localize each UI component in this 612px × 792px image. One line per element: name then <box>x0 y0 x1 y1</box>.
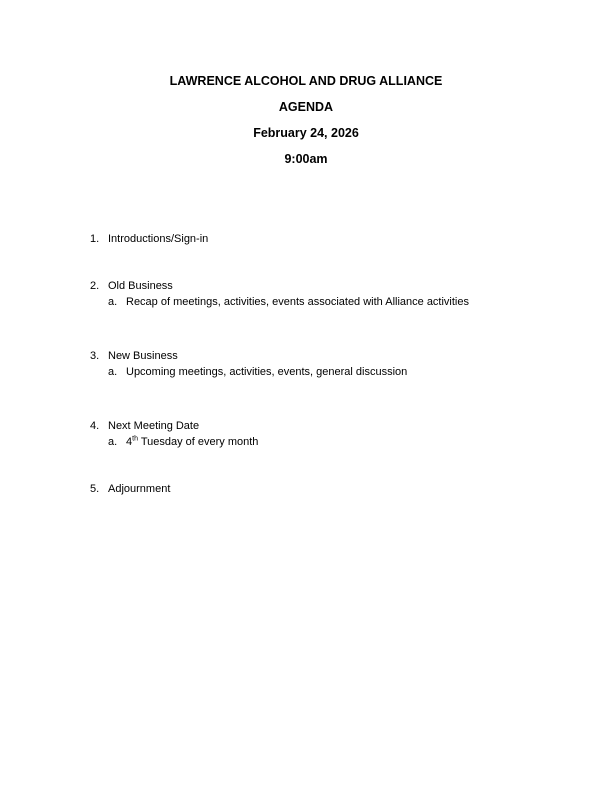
agenda-sub-item-text: Recap of meetings, activities, events associated with Alliance activities <box>126 295 469 308</box>
agenda-item-label: Adjournment <box>108 483 171 495</box>
meeting-time: 9:00am <box>284 152 328 166</box>
meeting-date: February 24, 2026 <box>253 126 359 140</box>
agenda-item-number: 2. <box>90 280 100 292</box>
agenda-item-label: New Business <box>108 350 178 362</box>
organization-title: LAWRENCE ALCOHOL AND DRUG ALLIANCE <box>169 74 443 88</box>
agenda-item-number: 1. <box>90 233 100 245</box>
agenda-sub-item-text <box>126 435 258 450</box>
agenda-item-label: Old Business <box>108 280 173 292</box>
agenda-sub-item-letter: a. <box>108 295 118 308</box>
document-header <box>0 72 612 176</box>
agenda-item-label: Introductions/Sign-in <box>108 233 209 245</box>
agenda-sub-item-letter: a. <box>108 365 118 378</box>
agenda-item-number: 4. <box>90 420 100 432</box>
ordinal-suffix: th <box>132 434 138 442</box>
agenda-sub-item-letter: a. <box>108 435 118 448</box>
agenda-item-label: Next Meeting Date <box>108 420 200 432</box>
agenda-item-number: 5. <box>90 483 100 495</box>
ordinal-number: 4 <box>126 435 133 448</box>
agenda-sub-item-text: Upcoming meetings, activities, events, general discussion <box>126 365 408 378</box>
ordinal-rest: Tuesday of every month <box>137 435 259 448</box>
agenda-item-number: 3. <box>90 350 100 362</box>
document-type-title: AGENDA <box>278 100 334 114</box>
